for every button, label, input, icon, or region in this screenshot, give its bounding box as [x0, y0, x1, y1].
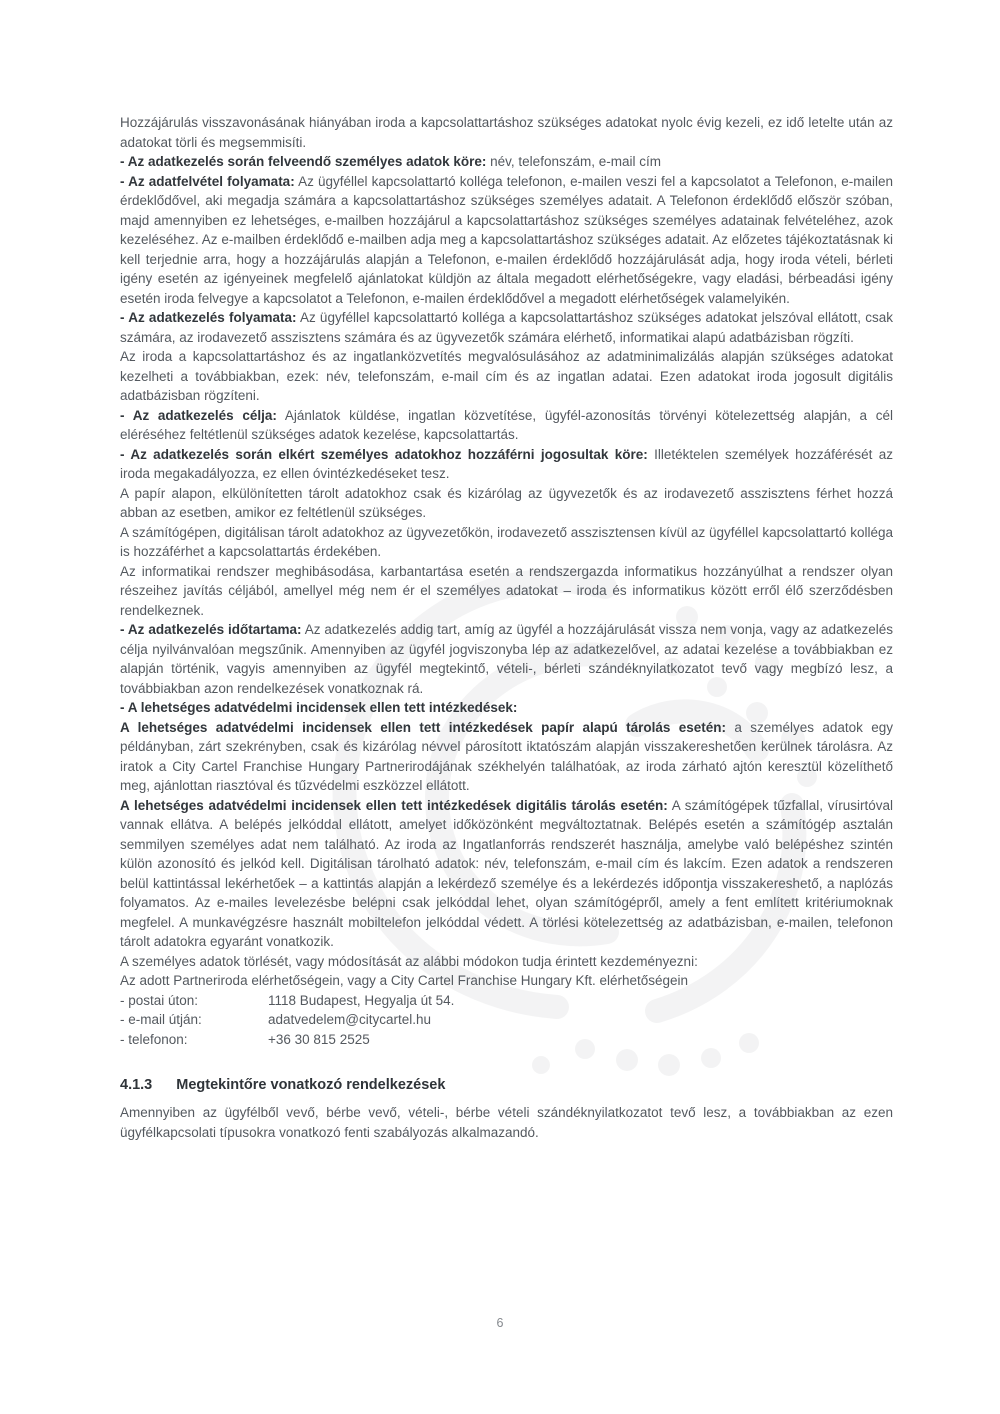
contact-label: - telefonon:: [120, 1031, 188, 1047]
paragraph: [120, 952, 893, 972]
paragraph: [120, 113, 893, 152]
paragraph-text: Amennyiben az ügyfélből vevő, bérbe vevő, vételi-, bérbe vételi szándéknyilatkozatot tevő lesz, a továbbiakban az ezen ügyfélkapcsolati típusokra vonatkozó fenti szabályozás alkalmazandó.: [120, 1105, 893, 1140]
paragraph-text: A számítógépen, digitálisan tárolt adatokhoz az ügyvezetőkön, irodavezető asszisztensen kívül az ügyféllel kapcsolattartó kolléga is hozzáférhet a kapcsolattartás érdekében.: [120, 524, 893, 559]
section-heading: [120, 1075, 893, 1096]
paragraph: [120, 406, 893, 445]
paragraph: [120, 523, 893, 562]
section-title: Megtekintőre vonatkozó rendelkezések: [176, 1077, 446, 1093]
paragraph: [120, 484, 893, 523]
paragraph-spacer: [120, 1049, 893, 1075]
paragraph: [120, 172, 893, 309]
paragraph-bold-lead: A lehetséges adatvédelmi incidensek ellen tett intézkedések papír alapú tárolás esetén:: [120, 719, 726, 735]
paragraph-text: Az adott Partneriroda elérhetőségein, vagy a City Cartel Franchise Hungary Kft. elérhetőségein: [120, 973, 689, 988]
paragraph-text: A számítógépek tűzfallal, vírusirtóval vannak ellátva. A belépés jelkóddal ellátott, amelyet időközönként megváltoztatnak. Belépés esetén a számítógép asztalán semmilyen személyes adat nem található. Az iroda az Ingatlanforrás rendszerét használja, amelybe való belépéshez szintén külön azonosító és jelkód kell. Digitálisan tárolható adatok: név, telefonszám, e-mail cím és lakcím. Ezen adatok a rendszeren belül kattintással lekérhetőek – a kattintás alapján a lekérdező személye és a lekérdezés időpontja visszakereshető, a naplózás folyamatos. Az e-mailes levelezésbe belépni csak jelkóddal lehet, olyan számítógépről, amely a fent említett kritériumoknak megfelel. A munkavégzésre használt mobiltelefon jelkóddal védett. A törlési kötelezettség az adatbázisban, e-mailen, telefonon tárolt adatokra egyaránt vonatkozik.: [120, 797, 893, 949]
contact-value: adatvedelem@citycartel.hu: [268, 1012, 432, 1027]
paragraph-text: Az adatkezelés addig tart, amíg az ügyfél a hozzájárulását vissza nem vonja, vagy az adatkezelés célja nyilvánvalóan megszűnik. Amennyiben az ügyfél jogviszonyba lép az adatkezelővel, az adatai kezelése a továbbiakban ez alapján történik, vagyis amennyiben az ügyfél megtekintő, vételi-, bérleti szándéknyilatkozatot tevő vagy megbízó lesz, a továbbiakban azon rendelkezések vonatkoznak rá.: [120, 622, 894, 696]
paragraph-text: Az iroda a kapcsolattartáshoz és az ingatlanközvetítés megvalósulásához az adatminimalizálás alapján szükséges adatokat kezelheti a továbbiakban, ezek: név, telefonszám, e-mail cím és az ingatlan adatai. Ezen adatokat iroda jogosult digitális adatbázisban rögzíteni.: [120, 349, 893, 403]
paragraph-text: Az informatikai rendszer meghibásodása, karbantartása esetén a rendszergazda informatikus hozzányúlhat a rendszer olyan részeihez javítás céljából, amellyel még nem ér el személyes adatokat – iroda és informatikus között erről élő szerződésben rendelkeznek.: [120, 563, 893, 618]
paragraph-text: Hozzájárulás visszavonásának hiányában iroda a kapcsolattartáshoz szükséges adatokat nyolc évig kezeli, ez idő letelte után az adatokat törli és megsemmisíti.: [120, 115, 893, 150]
paragraph-text: Ajánlatok küldése, ingatlan közvetítése, ügyfél-azonosítás törvényi kötelezettség alapján, a cél eléréséhez feltétlenül szükséges adatok kezelése, kapcsolattartás.: [120, 407, 893, 442]
paragraph-bold-lead: - Az adatkezelés folyamata:: [120, 310, 297, 325]
paragraph-text: Illetéktelen személyek hozzáférését az iroda megakadályozza, ez ellen óvintézkedéseket tesz.: [120, 446, 894, 481]
paragraph: [120, 445, 893, 484]
contact-label: - e-mail útján:: [120, 1012, 202, 1027]
paragraph: [120, 698, 893, 718]
paragraph-bold-lead: - Az adatkezelés célja:: [120, 407, 277, 423]
contact-label: - postai úton:: [120, 992, 199, 1008]
paragraph-text: Az ügyféllel kapcsolattartó kolléga a kapcsolattartáshoz szükséges adatokat jelszóval ellátott, csak számára, az irodavezető asszisztens számára és az ügyvezetők számára elérhető, informatikai alapú adatbázisban rögzíti.: [120, 310, 893, 345]
paragraph: [120, 718, 893, 796]
contact-row: [120, 1010, 893, 1030]
paragraph-bold-lead: A lehetséges adatvédelmi incidensek ellen tett intézkedések digitális tárolás esetén:: [120, 797, 668, 813]
paragraph-bold-lead: - Az adatkezelés során felveendő személyes adatok köre:: [120, 154, 487, 169]
paragraph-bold-lead: - Az adatkezelés időtartama:: [120, 622, 302, 637]
section-number: 4.1.3: [120, 1077, 153, 1093]
paragraph-text: név, telefonszám, e-mail cím: [486, 154, 661, 169]
paragraph: [120, 308, 893, 347]
contact-value: +36 30 815 2525: [268, 1031, 370, 1047]
paragraph-text: A személyes adatok törlését, vagy módosítását az alábbi módokon tudja érintett kezdeményezni:: [120, 953, 698, 969]
paragraph-bold-lead: - A lehetséges adatvédelmi incidensek ellen tett intézkedések:: [120, 700, 518, 715]
page-number: 6: [496, 1316, 504, 1330]
paragraph-text: a személyes adatok egy példányban, zárt szekrényben, csak és kizárólag névvel párosított iktatószám alapján visszakereshetően kerülnek tárolásra. Az iratok a City Cartel Franchise Hungary Partnerirodájának székhelyén találhatóak, az iroda zárható ajtón keresztül közelíthető meg, ajánlottan riasztóval és tűzvédelmi eszközzel ellátott.: [120, 719, 893, 793]
paragraph: [120, 796, 893, 952]
document-body: [120, 113, 893, 1142]
paragraph-bold-lead: - Az adatkezelés során elkért személyes adatokhoz hozzáférni jogosultak köre:: [120, 446, 648, 462]
paragraph: [120, 562, 893, 621]
paragraph-text: Az ügyféllel kapcsolattartó kolléga telefonon, e-mailen veszi fel a kapcsolatot a Telefonon, e-mailen érdeklődővel, aki megadja számára a kapcsolattartáshoz szükséges személyes adatait. A Telefonon érdeklődő először szóban, majd amennyiben ez lehetséges, e-mailben hozzájárul a kapcsolattartáshoz szükséges személyes adatainak felvételéhez, azok kezeléséhez. Az e-mailben érdeklődő e-mailben adja meg a kapcsolattartáshoz szükséges adatait. Az előzetes tájékoztatásnak ki kell terjednie arra, hogy a hozzájárulás alapján a Telefonon, e-mailen érdeklődő hozzájárulását adja, hogy iroda vételi, bérleti igény esetén az igényeinek megfelelő ajánlatokat küldjön az általa megadott elérhetőségekre, vagy eladási, bérbeadási igény esetén iroda felvegye a kapcsolatot a Telefonon, e-mailen érdeklődővel a megadott elérhetőségek valamelyikén.: [120, 173, 893, 306]
contact-value: 1118 Budapest, Hegyalja út 54.: [268, 992, 455, 1008]
paragraph: [120, 620, 893, 698]
paragraph: [120, 971, 893, 991]
contact-row: [120, 991, 893, 1011]
paragraph: [120, 152, 893, 172]
paragraph-bold-lead: - Az adatfelvétel folyamata:: [120, 173, 295, 189]
contact-row: [120, 1030, 893, 1050]
paragraph: [120, 347, 893, 406]
paragraph-text: A papír alapon, elkülönítetten tárolt adatokhoz csak és kizárólag az ügyvezetők és az irodavezető asszisztens férhet hozzá abban az esetben, amikor ez feltétlenül szükséges.: [120, 485, 893, 520]
paragraph: [120, 1103, 893, 1142]
